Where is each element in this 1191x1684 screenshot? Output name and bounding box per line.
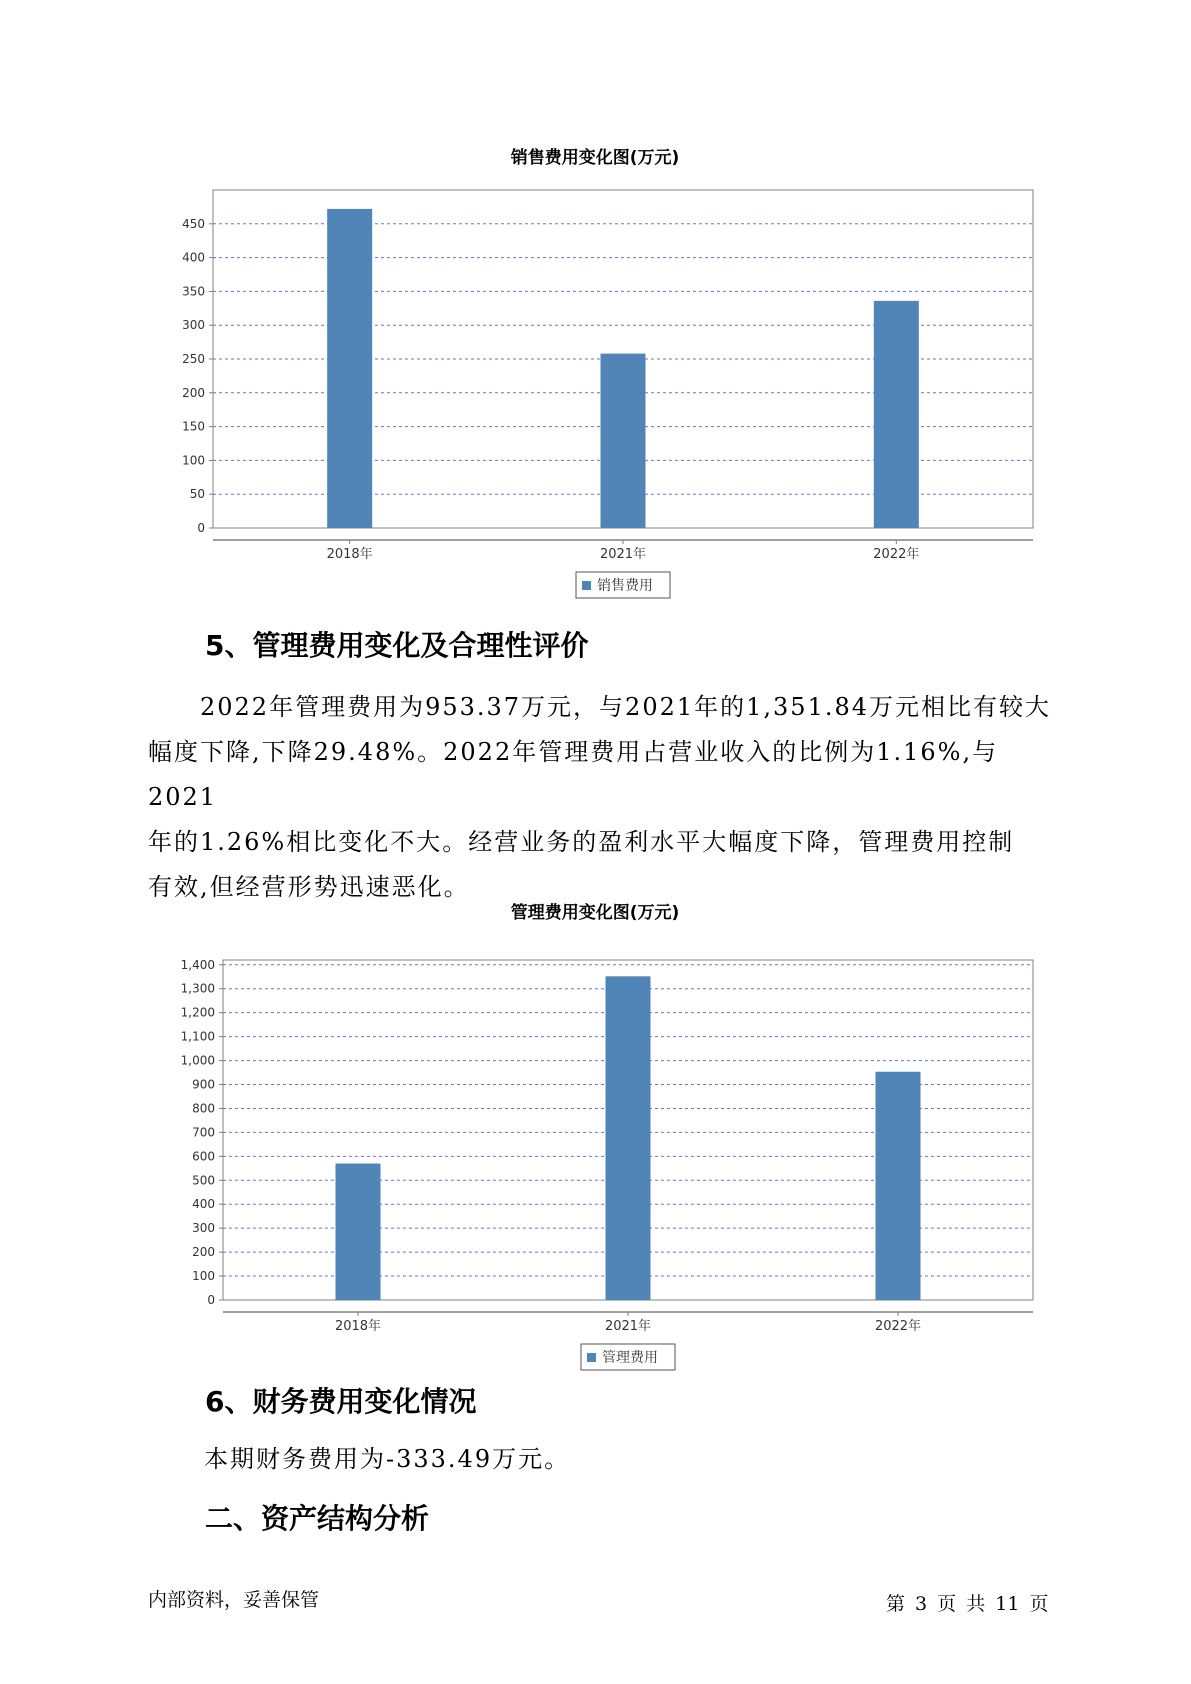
admin-ytick-label: 800 [192,1101,215,1116]
admin-ytick-label: 500 [192,1173,215,1188]
admin-ytick-label: 900 [192,1077,215,1092]
sales-xtick-label: 2021年 [599,547,647,562]
sales-bar [874,301,919,528]
admin-ytick-label: 1,000 [180,1053,215,1068]
section-5-line-3: 年的1.26%相比变化不大。经营业务的盈利水平大幅度下降，管理费用控制 [148,828,1015,856]
sales-legend [576,572,670,598]
section-5-heading: 5、管理费用变化及合理性评价 [205,629,589,662]
section-6-line: 本期财务费用为-333.49万元。 [204,1445,571,1473]
sales-ytick-label: 300 [182,318,205,333]
sales-ytick-label: 0 [197,521,205,535]
admin-legend-swatch [587,1353,596,1362]
section-6-paragraph [204,1437,1116,1482]
section-5-line-1: 2022年管理费用为953.37万元，与2021年的1,351.84万元相比有较大 [200,693,1052,721]
sales-ytick-label: 50 [189,487,205,502]
admin-bar [606,976,651,1300]
sales-ytick-label: 400 [182,250,205,265]
sales-bar [327,209,372,528]
sales-expense-chart [150,180,1030,594]
sales-ytick-label: 150 [182,419,205,434]
admin-ytick-label: 300 [192,1221,215,1236]
section-6-heading: 6、财务费用变化情况 [205,1385,477,1418]
admin-ytick-label: 100 [192,1269,215,1284]
admin-ytick-label: 400 [192,1197,215,1212]
admin-bar [876,1072,921,1300]
admin-ytick-label: 700 [192,1125,215,1140]
sales-ytick-label: 100 [182,453,205,468]
admin-ytick-label: 1,400 [180,957,215,972]
sales-ytick-label: 350 [182,284,205,299]
section-5-paragraph [148,685,1060,910]
admin-ytick-label: 1,100 [180,1029,215,1044]
admin-legend-label: 管理费用 [602,1350,658,1366]
admin-xtick-label: 2021年 [604,1319,652,1334]
part-2-heading: 二、资产结构分析 [205,1502,430,1535]
footer-confidential-note: 内部资料，妥善保管 [148,1589,320,1611]
sales-xtick-label: 2022年 [873,547,920,562]
admin-ytick-label: 1,300 [180,981,215,996]
sales-ytick-label: 450 [182,216,205,231]
admin-xtick-label: 2018年 [334,1319,382,1334]
admin-bar [336,1164,381,1300]
sales-ytick-label: 250 [182,352,205,366]
sales-xtick-label: 2018年 [326,547,373,562]
sales-legend-label: 销售费用 [597,578,653,594]
sales-bar [601,354,646,528]
admin-expense-chart [150,930,1030,1366]
section-5-line-4: 有效,但经营形势迅速恶化。 [148,873,470,901]
section-5-line-2: 幅度下降,下降29.48%。2022年管理费用占营业收入的比例为1.16%,与2021 [148,738,999,811]
admin-xtick-label: 2022年 [874,1319,922,1334]
admin-legend [581,1344,675,1370]
admin-ytick-label: 1,200 [180,1005,215,1020]
sales-legend-swatch [582,581,591,590]
admin-chart-title: 管理费用变化图(万元) [510,903,680,923]
footer-page-number: 第 3 页 共 11 页 [886,1593,1049,1615]
admin-ytick-label: 600 [192,1149,215,1164]
admin-ytick-label: 0 [207,1293,215,1307]
admin-ytick-label: 200 [192,1245,215,1260]
sales-chart-title: 销售费用变化图(万元) [510,148,680,168]
sales-ytick-label: 200 [182,385,205,400]
